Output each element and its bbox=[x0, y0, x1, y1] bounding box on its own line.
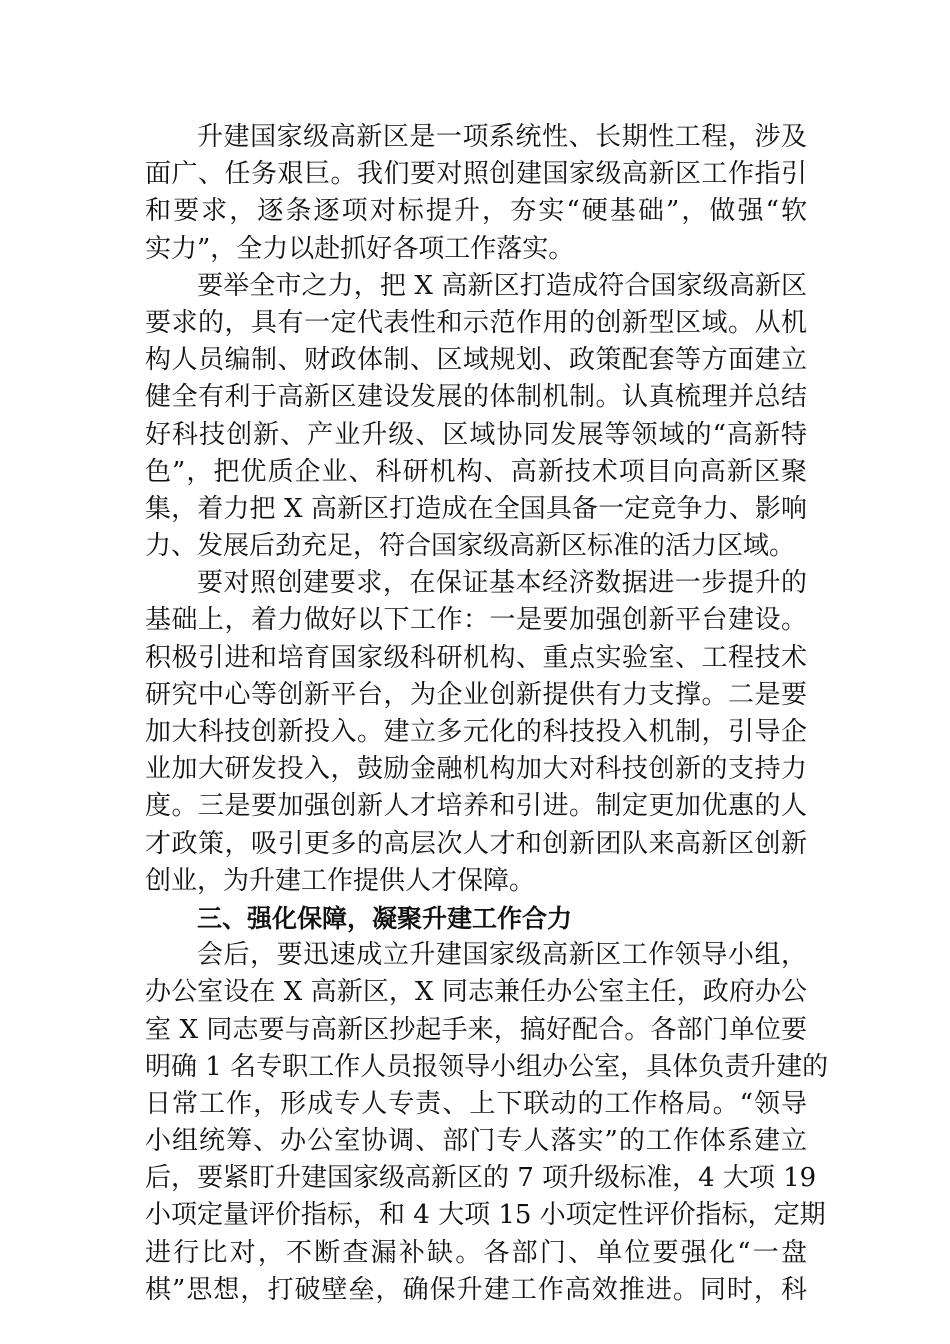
text-line: 和要求，逐条逐项对标提升，夯实“硬基础”，做强“软 bbox=[145, 196, 807, 227]
text-line: 创业，为升建工作提供人才保障。 bbox=[145, 865, 536, 896]
text-line: 要求的，具有一定代表性和示范作用的创新型区域。从机 bbox=[145, 307, 807, 338]
paragraph-3 bbox=[145, 565, 807, 900]
text-line: 进行比对，不断查漏补缺。各部门、单位要强化“一盘 bbox=[145, 1237, 807, 1268]
text-line: 升建国家级高新区是一项系统性、长期性工程，涉及 bbox=[197, 122, 807, 152]
text-line: 研究中心等创新平台，为企业创新提供有力支撑。二是要 bbox=[145, 679, 807, 710]
text-line: 明确 1 名专职工作人员报领导小组办公室，具体负责升建的 bbox=[145, 1051, 829, 1082]
paragraph-1 bbox=[145, 119, 807, 268]
section-heading: 三、强化保障，凝聚升建工作合力 bbox=[197, 903, 573, 933]
document-body bbox=[145, 119, 829, 1309]
text-line: 度。三是要加强创新人才培养和引进。制定更加优惠的人 bbox=[145, 791, 807, 822]
text-line: 构人员编制、财政体制、区域规划、政策配套等方面建立 bbox=[145, 345, 807, 376]
text-line: 室 X 同志要与高新区抄起手来，搞好配合。各部门单位要 bbox=[145, 1014, 807, 1045]
text-line: 要举全市之力，把 X 高新区打造成符合国家级高新区 bbox=[197, 270, 807, 301]
paragraph-4 bbox=[145, 937, 829, 1309]
text-line: 集，着力把 X 高新区打造成在全国具备一定竞争力、影响 bbox=[145, 493, 807, 524]
text-line: 实力”，全力以赴抓好各项工作落实。 bbox=[145, 233, 575, 264]
text-line: 棋”思想，打破壁垒，确保升建工作高效推进。同时，科 bbox=[145, 1274, 807, 1305]
text-line: 业加大研发投入，鼓励金融机构加大对科技创新的支持力 bbox=[145, 754, 807, 785]
text-line: 办公室设在 X 高新区，X 同志兼任办公室主任，政府办公 bbox=[145, 977, 807, 1008]
text-line: 面广、任务艰巨。我们要对照创建国家级高新区工作指引 bbox=[145, 159, 807, 190]
text-line: 后，要紧盯升建国家级高新区的 7 项升级标准，4 大项 19 bbox=[145, 1163, 817, 1194]
text-line: 小组统筹、办公室协调、部门专人落实”的工作体系建立 bbox=[145, 1126, 807, 1157]
paragraph-2 bbox=[145, 268, 807, 566]
text-line: 色”，把优质企业、科研机构、高新技术项目向高新区聚 bbox=[145, 456, 807, 487]
text-line: 好科技创新、产业升级、区域协同发展等领域的“高新特 bbox=[145, 419, 807, 450]
text-line: 小项定量评价指标，和 4 大项 15 小项定性评价指标，定期 bbox=[145, 1200, 826, 1231]
text-line: 基础上，着力做好以下工作：一是要加强创新平台建设。 bbox=[145, 605, 807, 636]
text-line: 力、发展后劲充足，符合国家级高新区标准的活力区域。 bbox=[145, 531, 796, 562]
text-line: 健全有利于高新区建设发展的体制机制。认真梳理并总结 bbox=[145, 382, 807, 413]
text-line: 要对照创建要求，在保证基本经济数据进一步提升的 bbox=[197, 568, 807, 599]
text-line: 日常工作，形成专人专责、上下联动的工作格局。“领导 bbox=[145, 1088, 807, 1119]
text-line: 会后，要迅速成立升建国家级高新区工作领导小组， bbox=[197, 940, 807, 971]
text-line: 才政策，吸引更多的高层次人才和创新团队来高新区创新 bbox=[145, 828, 807, 859]
text-line: 积极引进和培育国家级科研机构、重点实验室、工程技术 bbox=[145, 642, 807, 673]
text-line: 加大科技创新投入。建立多元化的科技投入机制，引导企 bbox=[145, 717, 807, 747]
